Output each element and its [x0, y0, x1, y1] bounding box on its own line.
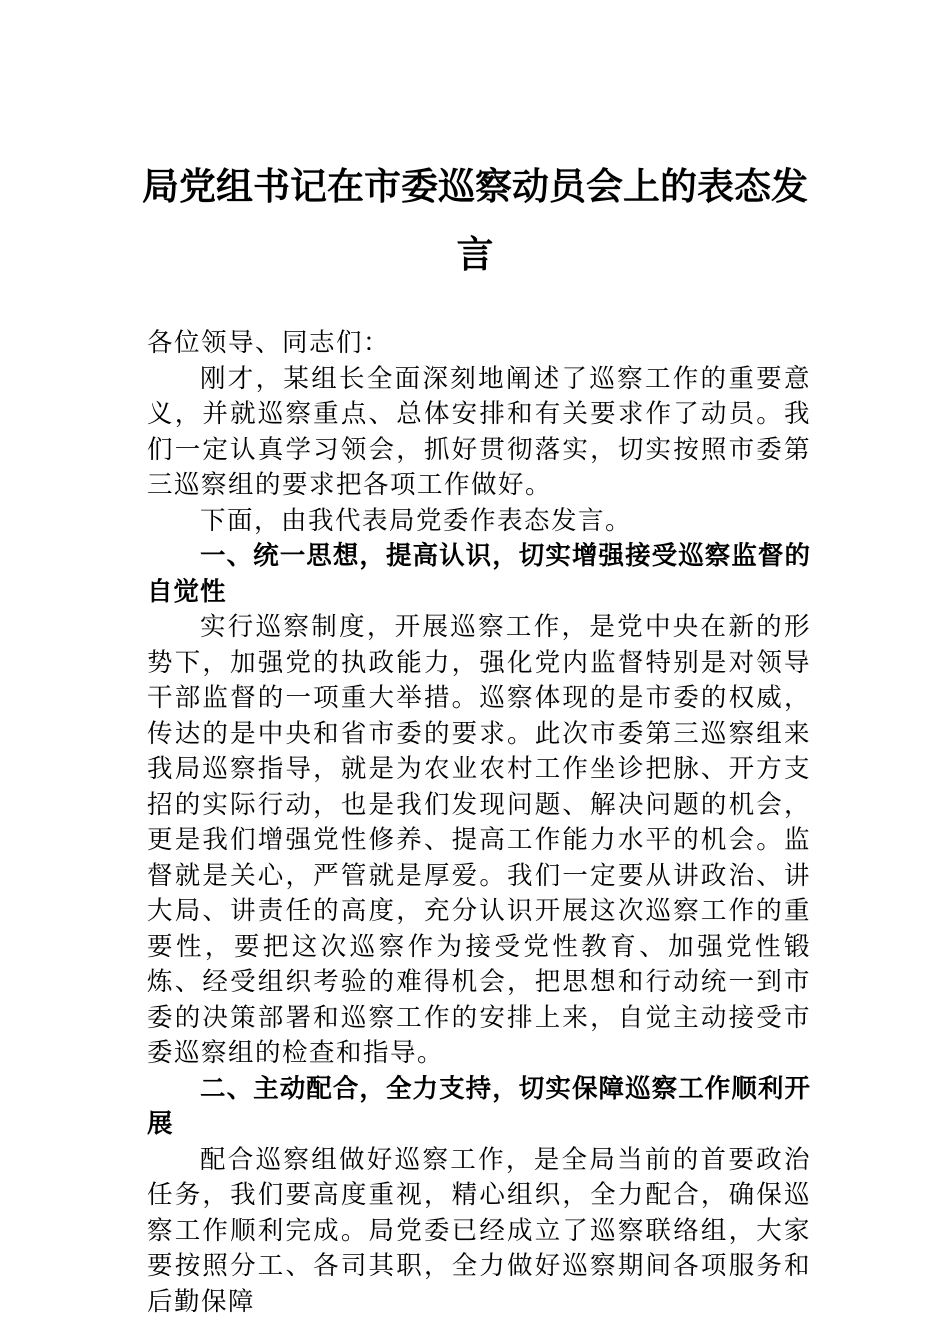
section-heading-2: 二、主动配合，全力支持，切实保障巡察工作顺利开展 [147, 1073, 811, 1139]
paragraph-intro: 下面，由我代表局党委作表态发言。 [200, 505, 633, 536]
section-heading-1: 一、统一思想，提高认识，切实增强接受巡察监督的自觉性 [147, 541, 811, 607]
document-title-line-2: 言 [456, 232, 494, 276]
paragraph-opening: 刚才，某组长全面深刻地阐述了巡察工作的重要意义，并就巡察重点、总体安排和有关要求作了动员。我们一定认真学习领会，抓好贯彻落实，切实按照市委第三巡察组的要求把各项工作做好。 [147, 363, 811, 500]
document-body [147, 326, 811, 1320]
document-title-line-1: 局党组书记在市委巡察动员会上的表态发 [142, 164, 808, 208]
paragraph-section-1: 实行巡察制度，开展巡察工作，是党中央在新的形势下，加强党的执政能力，强化党内监督特别是对领导干部监督的一项重大举措。巡察体现的是市委的权威，传达的是中央和省市委的要求。此次市委第三巡察组来我局巡察指导，就是为农业农村工作坐诊把脉、开方支招的实际行动，也是我们发现问题、解决问题的机会，更是我们增强党性修养、提高工作能力水平的机会。监督就是关心，严管就是厚爱。我们一定要从讲政治、讲大局、讲责任的高度，充分认识开展这次巡察工作的重要性，要把这次巡察作为接受党性教育、加强党性锻炼、经受组织考验的难得机会，把思想和行动统一到市委的决策部署和巡察工作的安排上来，自觉主动接受市委巡察组的检查和指导。 [147, 612, 811, 1068]
salutation: 各位领导、同志们： [147, 328, 391, 358]
paragraph-section-2: 配合巡察组做好巡察工作，是全局当前的首要政治任务，我们要高度重视，精心组织，全力配合，确保巡察工作顺利完成。局党委已经成立了巡察联络组，大家要按照分工、各司其职，全力做好巡察期间各项服务和后勤保障 [147, 1144, 811, 1317]
